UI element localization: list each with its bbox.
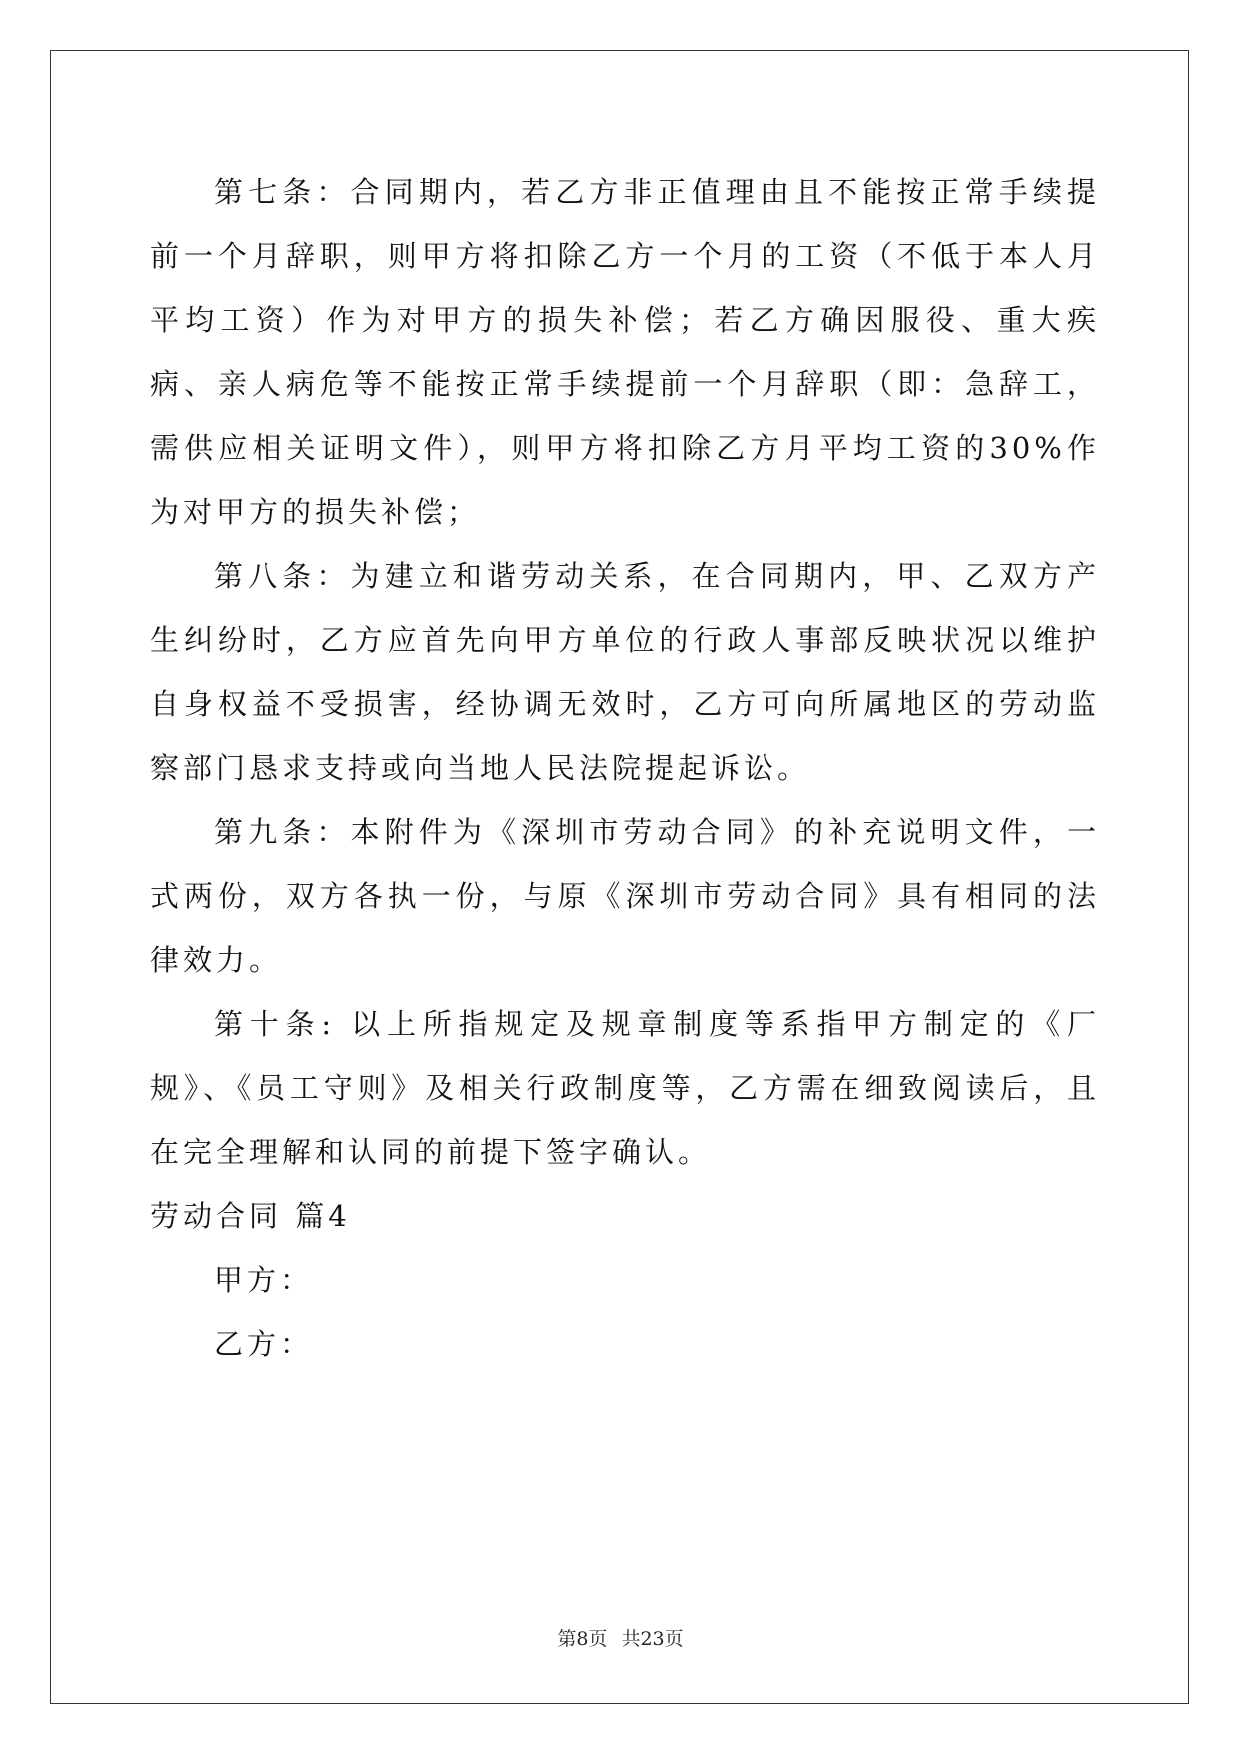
article-9-paragraph: 第九条：本附件为《深圳市劳动合同》的补充说明文件，一式两份，双方各执一份，与原《深圳市劳动合同》具有相同的法律效力。 (150, 815, 1100, 977)
page-number-footer: 第8页 共23页 (557, 1628, 684, 1650)
article-10-paragraph: 第十条: 以上所指规定及规章制度等系指甲方制定的《厂规》、《员工守则》及相关行政制度等，乙方需在细致阅读后，且在完全理解和认同的前提下签字确认。 (150, 1007, 1100, 1169)
article-7-paragraph: 第七条：合同期内，若乙方非正值理由且不能按正常手续提前一个月辞职，则甲方将扣除乙方一个月的工资（不低于本人月平均工资）作为对甲方的损失补偿；若乙方确因服役、重大疾病、亲人病危等不能按正常手续提前一个月辞职（即：急辞工，需供应相关证明文件），则甲方将扣除乙方月平均工资的30%作为对甲方的损失补偿； (150, 175, 1100, 529)
party-b-label: 乙方： (214, 1327, 314, 1361)
party-a-label: 甲方： (214, 1263, 314, 1297)
document-body (150, 160, 1100, 1376)
article-8-paragraph: 第八条：为建立和谐劳动关系，在合同期内，甲、乙双方产生纠纷时，乙方应首先向甲方单位的行政人事部反映状况以维护自身权益不受损害，经协调无效时，乙方可向所属地区的劳动监察部门恳求支持或向当地人民法院提起诉讼。 (150, 559, 1100, 785)
section-heading: 劳动合同 篇4 (150, 1199, 351, 1233)
